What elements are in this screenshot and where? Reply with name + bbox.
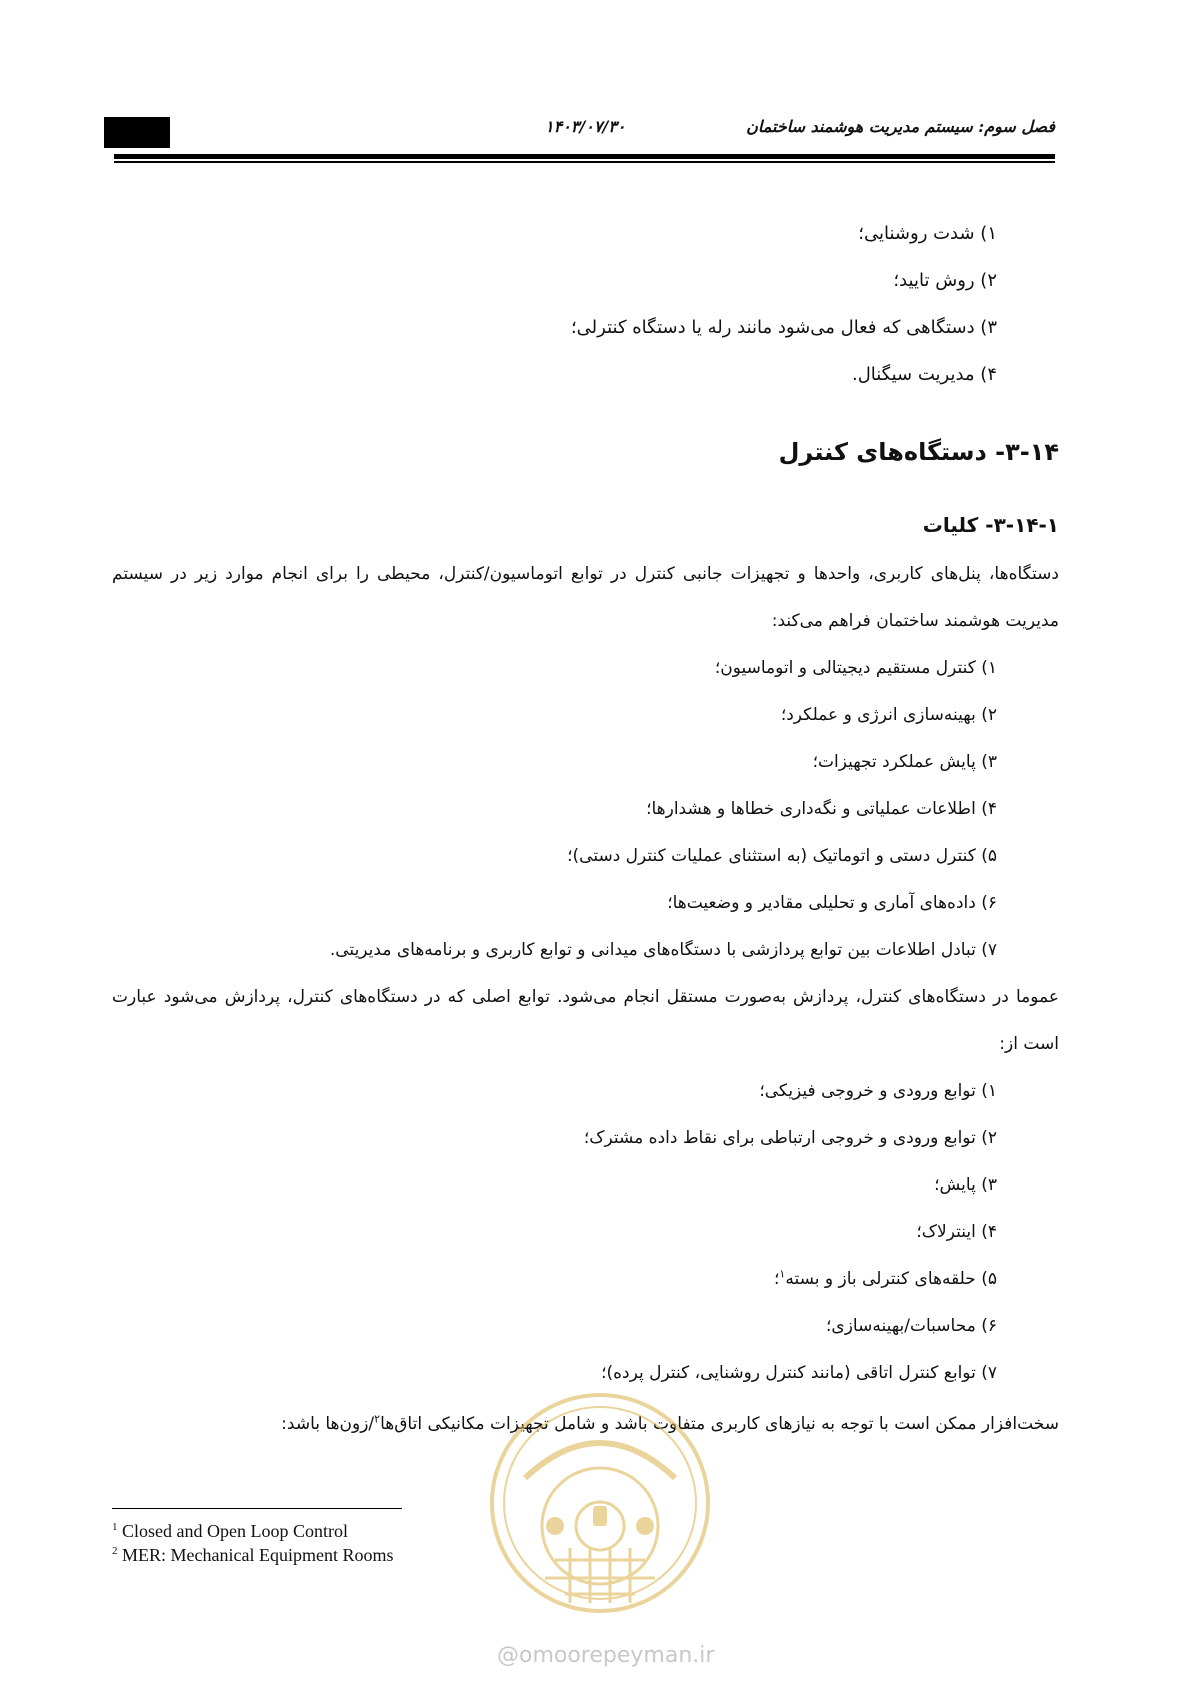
header-date: ۱۴۰۳/۰۷/۳۰: [545, 117, 626, 136]
intro-paragraph: دستگاه‌ها، پنل‌های کاربری، واحدها و تجهیزات جانبی کنترل در توابع اتوماسیون/کنترل، محیطی را برای انجام موارد زیر در سیستم مدیریت هوشمند ساختمان فراهم می‌کند:: [112, 564, 1059, 631]
list-item: [112, 1256, 997, 1303]
list-item-text: ۵) حلقه‌های کنترلی باز و بسته: [785, 1269, 997, 1289]
list-item-end: ؛: [774, 1269, 780, 1289]
footnote-item: [112, 1543, 532, 1567]
list-item: ۱) کنترل مستقیم دیجیتالی و اتوماسیون؛: [714, 658, 997, 678]
list-item: ۲) روش تایید؛: [893, 270, 997, 291]
criteria-list: [112, 210, 1059, 398]
list-item: ۷) تبادل اطلاعات بین توابع پردازشی با دستگاه‌های میدانی و توابع کاربری و برنامه‌های مدیریتی.: [329, 940, 997, 960]
footnote-text: Closed and Open Loop Control: [122, 1521, 348, 1541]
list-item: ۳) پایش؛: [934, 1175, 997, 1195]
footnote-rule: [112, 1508, 402, 1509]
footnote-text: MER: Mechanical Equipment Rooms: [122, 1545, 394, 1565]
footnote-item: [112, 1519, 532, 1543]
list-item: ۲) توابع ورودی و خروجی ارتباطی برای نقاط داده مشترک؛: [583, 1128, 997, 1148]
list-item: ۱) توابع ورودی و خروجی فیزیکی؛: [759, 1081, 997, 1101]
watermark-seal-icon: [485, 1388, 715, 1618]
footnote-number: 2: [112, 1545, 118, 1557]
list-item: ۲) بهینه‌سازی انرژی و عملکرد؛: [780, 705, 997, 725]
functions-paragraph: عموما در دستگاه‌های کنترل، پردازش به‌صورت مستقل انجام می‌شود. توابع اصلی که در دستگاه‌های کنترل، پردازش می‌شود عبارت است از:: [112, 987, 1059, 1054]
list-item: ۶) داده‌های آماری و تحلیلی مقادیر و وضعیت‌ها؛: [667, 893, 997, 913]
page-header: [0, 0, 1191, 160]
list-item: ۱) شدت روشنایی؛: [858, 223, 997, 244]
page-number-box: [104, 117, 170, 148]
paragraph-text: سخت‌افزار ممکن است با توجه به نیازهای کاربری متفاوت باشد و شامل تجهیزات مکانیکی اتاق‌ها: [380, 1414, 1059, 1434]
page-body: [112, 210, 1059, 1448]
section-heading: ۳-۱۴- دستگاه‌های کنترل: [778, 438, 1059, 466]
functions-list: [112, 1068, 1059, 1397]
header-rule-thin: [114, 161, 1055, 163]
list-item: ۳) پایش عملکرد تجهیزات؛: [812, 752, 997, 772]
list-item: ۵) کنترل دستی و اتوماتیک (به استثنای عملیات کنترل دستی)؛: [567, 846, 997, 866]
list-item: ۴) اینترلاک؛: [916, 1222, 997, 1242]
footnotes: [112, 1508, 532, 1567]
subsection-heading: ۳-۱۴-۱- کلیات: [922, 513, 1059, 537]
paragraph-text-end: /زون‌ها باشد:: [281, 1414, 375, 1434]
header-chapter-title: فصل سوم: سیستم مدیریت هوشمند ساختمان: [746, 117, 1055, 136]
watermark-text: @omoorepeyman.ir: [497, 1643, 715, 1668]
footnote-ref-2: ۲: [374, 1412, 381, 1426]
footnote-ref-1: ۱: [779, 1267, 786, 1281]
list-item: ۴) مدیریت سیگنال.: [851, 364, 997, 385]
list-item: ۷) توابع کنترل اتاقی (مانند کنترل روشنایی، کنترل پرده)؛: [601, 1363, 997, 1383]
list-item: ۳) دستگاهی که فعال می‌شود مانند رله یا دستگاه کنترلی؛: [570, 317, 997, 338]
capabilities-list: [112, 645, 1059, 974]
list-item: ۴) اطلاعات عملیاتی و نگه‌داری خطاها و هشدارها؛: [646, 799, 997, 819]
footnote-number: 1: [112, 1521, 118, 1533]
header-rule-thick: [114, 154, 1055, 159]
list-item: ۶) محاسبات/بهینه‌سازی؛: [825, 1316, 997, 1336]
